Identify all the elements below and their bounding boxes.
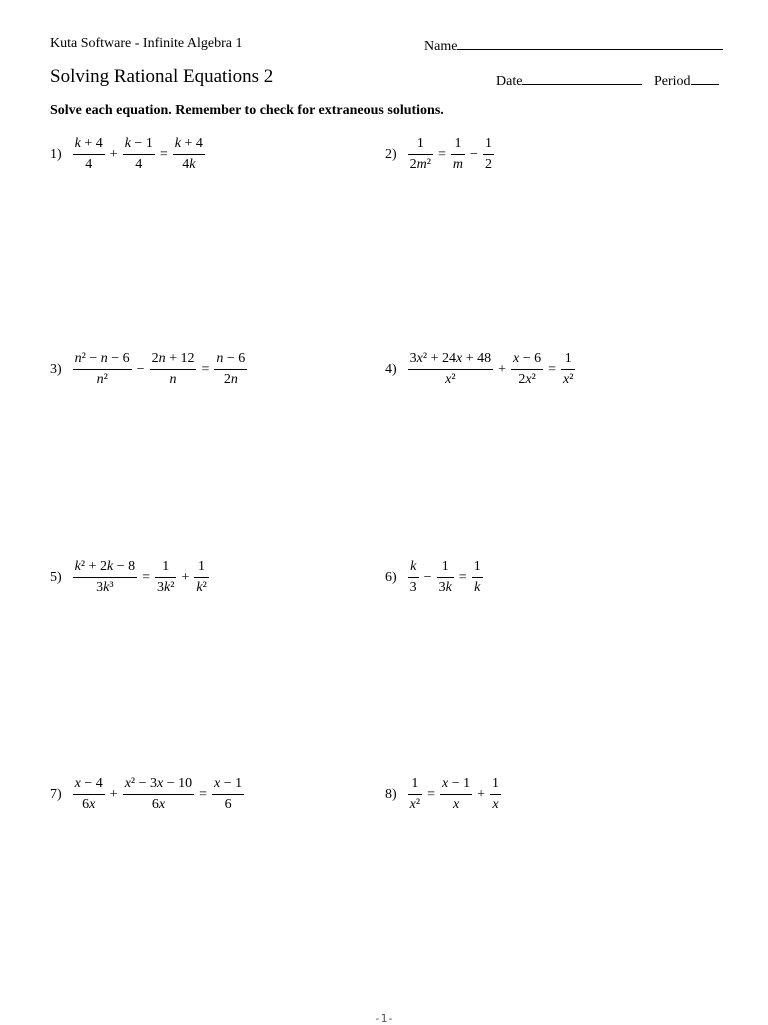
date-label: Date bbox=[496, 74, 523, 89]
fraction bbox=[440, 776, 472, 813]
period-field[interactable] bbox=[654, 71, 719, 90]
denominator: 2x² bbox=[511, 369, 543, 388]
operator: = bbox=[142, 569, 151, 585]
fraction bbox=[561, 351, 575, 388]
denominator: x bbox=[440, 794, 472, 813]
operator: = bbox=[159, 146, 168, 162]
numerator: 1 bbox=[564, 351, 572, 366]
fraction bbox=[214, 351, 247, 388]
numerator: k + 4 bbox=[74, 136, 103, 151]
problem-number: 6) bbox=[385, 569, 397, 585]
denominator: 3 bbox=[408, 577, 419, 596]
operator: = bbox=[458, 569, 467, 585]
denominator: 3k² bbox=[155, 577, 176, 596]
fraction bbox=[408, 559, 419, 596]
numerator: 1 bbox=[484, 136, 492, 151]
problem-number: 8) bbox=[385, 786, 397, 802]
problem-number: 4) bbox=[385, 361, 397, 377]
denominator: x bbox=[490, 794, 501, 813]
operator: + bbox=[109, 786, 118, 802]
denominator: 2 bbox=[483, 154, 494, 173]
numerator: k² + 2k − 8 bbox=[74, 559, 136, 574]
denominator: 6 bbox=[212, 794, 244, 813]
numerator: n − 6 bbox=[216, 351, 246, 366]
fraction bbox=[472, 559, 483, 596]
numerator: n² − n − 6 bbox=[74, 351, 130, 366]
problem-number: 3) bbox=[50, 361, 62, 377]
numerator: 1 bbox=[473, 559, 481, 574]
numerator: k − 1 bbox=[124, 136, 153, 151]
instructions: Solve each equation. Remember to check for extraneous solutions. bbox=[50, 103, 444, 118]
name-blank[interactable] bbox=[457, 36, 723, 50]
problem-number: 7) bbox=[50, 786, 62, 802]
page-title: Solving Rational Equations 2 bbox=[50, 66, 274, 87]
numerator: k bbox=[410, 559, 417, 574]
operator: − bbox=[423, 569, 432, 585]
denominator: 3k bbox=[437, 577, 454, 596]
numerator: x − 6 bbox=[513, 351, 542, 366]
problem bbox=[385, 559, 486, 596]
problem bbox=[385, 776, 504, 813]
numerator: 3x² + 24x + 48 bbox=[409, 351, 492, 366]
numerator: x² − 3x − 10 bbox=[124, 776, 193, 791]
numerator: 1 bbox=[441, 559, 449, 574]
name-label: Name bbox=[424, 39, 458, 54]
numerator: 1 bbox=[411, 776, 419, 791]
fraction bbox=[73, 776, 105, 813]
period-blank[interactable] bbox=[691, 71, 719, 85]
software-label: Kuta Software - Infinite Algebra 1 bbox=[50, 36, 243, 51]
denominator: k² bbox=[194, 577, 208, 596]
denominator: m bbox=[451, 154, 465, 173]
denominator: 4k bbox=[173, 154, 205, 173]
operator: = bbox=[199, 786, 208, 802]
problem bbox=[385, 351, 578, 388]
fraction bbox=[73, 351, 132, 388]
problem bbox=[385, 136, 497, 173]
operator: − bbox=[470, 146, 478, 162]
fraction bbox=[212, 776, 244, 813]
denominator: 4 bbox=[73, 154, 105, 173]
operator: = bbox=[548, 361, 557, 377]
fraction bbox=[194, 559, 208, 596]
operator: + bbox=[181, 569, 190, 585]
denominator: 2m² bbox=[408, 154, 433, 173]
denominator: 3k³ bbox=[73, 577, 137, 596]
date-blank[interactable] bbox=[522, 71, 642, 85]
numerator: x − 4 bbox=[74, 776, 103, 791]
fraction bbox=[150, 351, 197, 388]
numerator: x − 1 bbox=[442, 776, 471, 791]
fraction bbox=[73, 559, 137, 596]
numerator: 1 bbox=[454, 136, 462, 151]
problem bbox=[50, 136, 208, 173]
fraction bbox=[490, 776, 501, 813]
fraction bbox=[451, 136, 465, 173]
numerator: 2n + 12 bbox=[151, 351, 195, 366]
problem bbox=[50, 776, 247, 813]
fraction bbox=[408, 776, 422, 813]
fraction bbox=[511, 351, 543, 388]
operator: − bbox=[136, 361, 145, 377]
numerator: x − 1 bbox=[214, 776, 243, 791]
operator: + bbox=[498, 361, 507, 377]
numerator: 1 bbox=[416, 136, 424, 151]
numerator: 1 bbox=[198, 559, 206, 574]
problem-number: 2) bbox=[385, 146, 397, 162]
fraction bbox=[155, 559, 176, 596]
denominator: x² bbox=[561, 369, 575, 388]
page-number: -1- bbox=[374, 1012, 394, 1025]
fraction bbox=[483, 136, 494, 173]
fraction bbox=[173, 136, 205, 173]
numerator: 1 bbox=[492, 776, 500, 791]
operator: = bbox=[201, 361, 210, 377]
denominator: x² bbox=[408, 794, 422, 813]
operator: + bbox=[109, 146, 118, 162]
denominator: x² bbox=[408, 369, 493, 388]
fraction bbox=[408, 136, 433, 173]
fraction bbox=[123, 776, 194, 813]
denominator: n² bbox=[73, 369, 132, 388]
name-field[interactable] bbox=[424, 36, 723, 55]
operator: + bbox=[477, 786, 486, 802]
denominator: 4 bbox=[123, 154, 155, 173]
problem-number: 1) bbox=[50, 146, 62, 162]
fraction bbox=[437, 559, 454, 596]
fraction bbox=[408, 351, 493, 388]
fraction bbox=[73, 136, 105, 173]
denominator: 6x bbox=[123, 794, 194, 813]
numerator: k + 4 bbox=[174, 136, 203, 151]
denominator: k bbox=[472, 577, 483, 596]
problem-number: 5) bbox=[50, 569, 62, 585]
operator: = bbox=[438, 146, 446, 162]
denominator: 6x bbox=[73, 794, 105, 813]
denominator: 2n bbox=[214, 369, 247, 388]
date-field[interactable] bbox=[496, 71, 642, 90]
denominator: n bbox=[150, 369, 197, 388]
fraction bbox=[123, 136, 155, 173]
problem bbox=[50, 559, 212, 596]
period-label: Period bbox=[654, 74, 691, 89]
operator: = bbox=[427, 786, 435, 802]
numerator: 1 bbox=[162, 559, 170, 574]
problem bbox=[50, 351, 250, 388]
